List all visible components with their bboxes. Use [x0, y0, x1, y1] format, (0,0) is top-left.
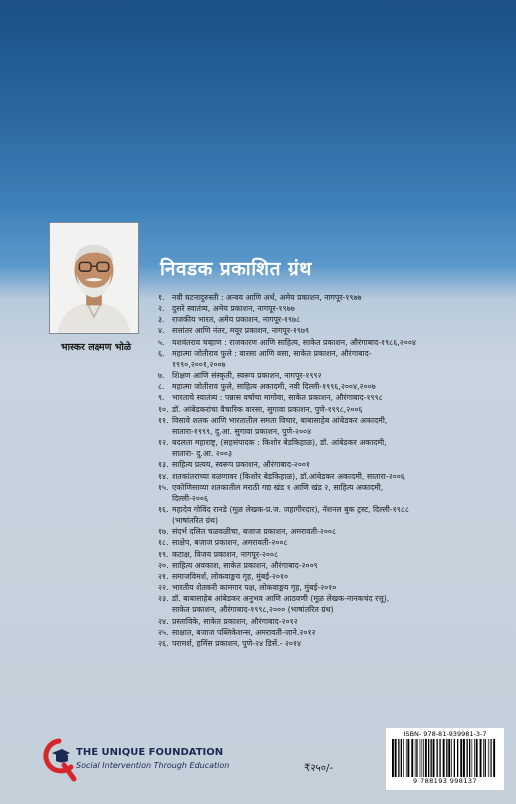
list-item [158, 482, 503, 493]
list-item-text: यशवंतराव चव्हाण : राजकारण आणि साहित्य, साकेत प्रकाशन, औरंगाबाद-१९८६,२००४ [172, 337, 416, 347]
list-item-number: ११. [158, 415, 169, 425]
list-item-text: दुसरे स्वातंत्र्य, अमेय प्रकाशन, नागपूर-१९७७ [172, 304, 295, 314]
list-item-number [158, 604, 172, 615]
list-item-number: १७. [158, 527, 169, 537]
list-item-number: २१. [158, 571, 169, 581]
list-item-text: विसावे शतक आणि भारतातील समता विचार, बाबासाहेब आंबेडकर अकादमी, [172, 415, 388, 425]
list-item-text: साकेत प्रकाशन, औरंगाबाद-१९९८,२००० (भाषांतरित ग्रंथ) [172, 605, 334, 615]
list-item-number: २. [158, 304, 165, 314]
list-item-number: १. [158, 293, 165, 302]
list-item-number: ७. [158, 371, 165, 381]
list-item [158, 549, 503, 560]
list-item-number: ८. [158, 382, 165, 392]
list-item-number: २०. [158, 560, 169, 570]
list-item [158, 325, 503, 336]
list-item-number: ५. [158, 337, 165, 347]
list-item [158, 571, 503, 582]
list-item-text: सत्तांतर आणि नंतर, मयूर प्रकाशन, नागपूर-१९७९ [172, 326, 310, 336]
list-item-number: २२. [158, 583, 169, 593]
list-item [158, 515, 503, 526]
list-item [158, 537, 503, 548]
list-item-number: ४. [158, 326, 165, 336]
list-item-number: ६. [158, 348, 165, 358]
list-item-text: नवी घटनादुरुस्ती : अन्वय आणि अर्थ, अमेय प्रकाशन, नागपूर-१९७७ [172, 293, 362, 302]
list-item-text: साक्षात, बजाज पब्लिकेशन्स, अमरावती-जाने.२०१२ [172, 627, 316, 637]
list-item [158, 459, 503, 470]
list-item-text: परामर्श, हर्मिस प्रकाशन, पुणे-२४ डिसें.- २०१४ [172, 638, 302, 648]
list-item-number [158, 359, 172, 370]
list-item-number [158, 493, 172, 504]
list-item [158, 627, 503, 638]
list-item [158, 359, 503, 370]
list-item-number [158, 426, 172, 437]
list-item-number: १५. [158, 482, 169, 492]
list-item [158, 582, 503, 593]
list-item [158, 415, 503, 426]
list-item-text: डॉ. आंबेडकरांचा वैचारिक वारसा, सुगावा प्रकाशन, पुणे-१९९८,२००६ [172, 404, 363, 414]
list-item [158, 504, 503, 515]
book-list [158, 292, 503, 649]
list-item-text: साहित्य अवकाश, साकेत प्रकाशन, औरंगाबाद-२००९ [172, 560, 318, 570]
list-item-number: १९. [158, 549, 169, 559]
list-item [158, 348, 503, 359]
list-item-number [158, 448, 172, 459]
list-item-text: (भाषांतरित ग्रंथ) [172, 516, 219, 526]
publisher-name: THE UNIQUE FOUNDATION [76, 747, 224, 758]
list-item [158, 560, 503, 571]
list-item-text: समाजविमर्श, लोकवाङ्मय गृह, मुंबई-२०१० [172, 571, 289, 581]
list-item-text: दिल्ली-२००६ [172, 493, 209, 503]
list-item [158, 493, 503, 504]
isbn-barcode-block [386, 728, 504, 790]
list-item [158, 392, 503, 403]
list-item-number: २४. [158, 616, 169, 626]
list-item-number: २३. [158, 594, 169, 604]
list-item-number: ३. [158, 315, 165, 325]
list-item-text: सातारा-१९९९, दु.आ. सुगावा प्रकाशन, पुणे-२००४ [172, 426, 312, 436]
list-item [158, 471, 503, 482]
list-item-text: महात्मा जोतीराव फुले, साहित्य अकादमी, नवी दिल्ली-१९९६,२००४,२००७ [172, 382, 376, 392]
list-item-number: ९. [158, 393, 165, 403]
list-item-text: १९९०,२००१,२००७ [172, 359, 226, 369]
list-item [158, 526, 503, 537]
list-item-text: सातारा- दु.आ. २००३ [172, 449, 233, 459]
list-item-number: १८. [158, 538, 169, 548]
list-item-text: बदलता महाराष्ट्र, (सहसंपादक : किशोर बेडकिहाळ), डॉ. आंबेडकर अकादमी, [172, 438, 387, 448]
list-item-text: राजकीय भारत, अमेय प्रकाशन, नागपूर-१९७८ [172, 315, 301, 325]
list-item [158, 638, 503, 649]
list-item-number [158, 515, 172, 526]
list-item-text: महादेव गोविंद रानडे (मूळ लेखक-प्र.ज. जहागीरदार), नॅशनल बुक ट्रस्ट, दिल्ली-१९८८ [172, 504, 409, 514]
list-item-text: भारताचे स्वातंत्र्य : पन्नास वर्षाचा मागोवा, साकेत प्रकाशन, औरंगाबाद-१९९८ [172, 393, 383, 403]
list-item-number: १६. [158, 504, 169, 514]
list-item [158, 381, 503, 392]
list-item [158, 337, 503, 348]
list-item-text: एकोणिसाव्या शतकातील मराठी गद्य खंड १ आणि खंड २, साहित्य अकादमी, [172, 482, 384, 492]
list-item [158, 593, 503, 604]
list-item-number: २५. [158, 627, 169, 637]
author-name: भास्कर लक्ष्मण भोळे [60, 342, 132, 353]
list-item [158, 404, 503, 415]
list-item-number: २६. [158, 638, 169, 648]
list-item [158, 314, 503, 325]
publisher-tagline: Social Intervention Through Education [76, 761, 230, 770]
author-portrait-image [50, 223, 138, 333]
barcode-icon [390, 739, 500, 777]
list-item-text: डॉ. बाबासाहेब आंबेडकर अनुभव आणि आठवणी (मूळ लेखक-नानकचंद रत्तू), [172, 594, 390, 604]
price-label: ₹२५०/- [304, 763, 333, 774]
list-item-text: प्रस्ताविके, साकेत प्रकाशन, औरंगाबाद-२०१२ [172, 616, 298, 626]
list-item-text: संदर्भ दलित चळवळीचा, बजाज प्रकाशन, अमरावती-२००८ [172, 527, 337, 537]
list-item-number: १४. [158, 471, 169, 481]
list-item [158, 616, 503, 627]
author-photo [49, 222, 139, 334]
barcode-number: 9 788193 998137 [413, 777, 477, 785]
section-heading: निवडक प्रकाशित ग्रंथ [160, 258, 312, 280]
list-item-text: साक्षेप, बजाज प्रकाशन, अमरावती-२००८ [172, 538, 288, 548]
list-item-text: भारतीय शेतकरी कामगार पक्ष, लोकवाङ्मय गृह, मुंबई-२०१० [172, 583, 337, 593]
list-item [158, 426, 503, 437]
list-item [158, 604, 503, 615]
list-item [158, 437, 503, 448]
list-item-text: साहित्य प्रत्यय, स्वरूप प्रकाशन, औरंगाबाद-२००१ [172, 460, 310, 470]
list-item-text: कटाक्ष, विजय प्रकाशन, नागपूर-२००८ [172, 549, 279, 559]
list-item-number: १२. [158, 438, 169, 448]
list-item-text: शिक्षण आणि संस्कृती, स्वरूप प्रकाशन, नागपूर-१९९२ [172, 371, 322, 381]
list-item-number: १३. [158, 460, 169, 470]
list-item-text: महात्मा जोतीराव फुले : वारसा आणि वसा, साकेत प्रकाशन, औरंगाबाद- [172, 348, 372, 358]
publisher-logo [40, 737, 270, 787]
foundation-emblem-icon [40, 737, 78, 783]
list-item [158, 292, 503, 303]
list-item-text: शतकांतराच्या वळणावर (किशोर बेडकिहाळ), डॉ.आंबेडकर अकादमी, सातारा-२००६ [172, 471, 405, 481]
list-item [158, 448, 503, 459]
isbn-label: ISBN- 978-81-939981-3-7 [403, 730, 487, 738]
list-item-number: १०. [158, 404, 169, 414]
list-item [158, 303, 503, 314]
list-item [158, 370, 503, 381]
